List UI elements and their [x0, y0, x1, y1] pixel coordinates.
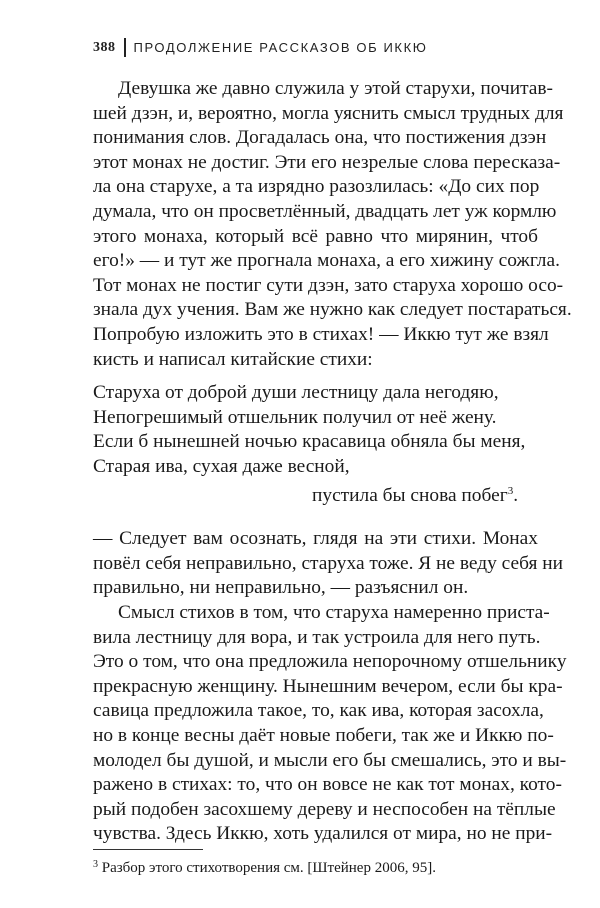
text-line: этот монах не достиг. Эти его незрелые слова пересказа- — [93, 151, 561, 173]
text-line: Смысл стихов в том, что старуха намеренно приста- — [118, 602, 550, 623]
header-separator — [124, 38, 126, 57]
poem-line: Непогрешимый отшельник получил от неё жену. — [93, 406, 497, 428]
paragraph-1 — [93, 77, 572, 372]
text-line: но в конце весны даёт новые побеги, так же и Иккю по- — [93, 724, 554, 746]
poem-line-text: пустила бы снова побег — [312, 485, 508, 507]
text-line: савица предложила такое, то, как ива, которая засохла, — [93, 700, 544, 722]
footnote — [93, 856, 436, 877]
paragraph-2 — [93, 527, 564, 601]
text-line: повёл себя неправильно, старуха тоже. Я не веду себя ни — [93, 552, 564, 574]
footnote-ref[interactable]: 3 — [507, 485, 514, 498]
text-line: — Следует вам осознать, глядя на эти стихи. Монах — [93, 528, 538, 549]
text-line: этого монаха, который всё равно что мирянин, чтоб — [93, 225, 538, 247]
poem-line: Если б нынешней ночью красавица обняла бы меня, — [93, 431, 526, 453]
text-line: прекрасную женщину. Нынешним вечером, если бы кра- — [93, 675, 563, 697]
poem-last-line: пустила бы снова побег$^3$. — [312, 485, 519, 507]
poem-line: Старая ива, сухая даже весной, — [93, 455, 350, 477]
poem-line: Старуха от доброй души лестницу дала негодяю, — [93, 382, 499, 403]
poem-block — [93, 381, 538, 509]
running-title: ПРОДОЛЖЕНИЕ РАССКАЗОВ ОБ ИККЮ — [133, 40, 428, 55]
text-line: его!» — и тут же прогнала монаха, а его хижину сожгла. — [93, 250, 560, 272]
text-line: рый подобен засохшему дереву и неспособен на тёплые — [93, 798, 556, 820]
text-line: чувства. Здесь Иккю, хоть удалился от мира, но не при- — [93, 823, 553, 845]
text-line: вила лестницу для вора, и так устроила для него путь. — [93, 626, 541, 648]
footnote-divider — [93, 849, 203, 850]
text-line: шей дзэн, и, вероятно, могла уяснить смысл трудных для — [93, 102, 564, 124]
text-line: знала дух учения. Вам же нужно как следует постараться. — [93, 299, 572, 321]
text-line: понимания слов. Догадалась она, что постижения дзэн — [93, 127, 547, 149]
footnote-text: Разбор этого стихотворения см. [Штейнер 2006, 95]. — [101, 860, 436, 876]
text-line: Попробую изложить это в стихах! — Иккю тут же взял — [93, 323, 549, 345]
text-line: ражено в стихах: то, что он вовсе не как тот монах, кото- — [93, 774, 562, 796]
text-line: Девушка же давно служила у этой старухи, почитав- — [118, 78, 554, 99]
paragraph-3 — [93, 601, 567, 847]
text-line: правильно, ни неправильно, — разъяснил он. — [93, 577, 469, 599]
running-header — [93, 38, 427, 57]
text-line: Это о том, что она предложила непорочному отшельнику — [93, 651, 567, 673]
page-number: 388 — [93, 39, 116, 55]
footnote-marker: 3 — [93, 859, 98, 870]
text-line: Тот монах не постиг сути дзэн, зато старуха хорошо осо- — [93, 274, 564, 296]
text-line: думала, что он просветлённый, двадцать лет уж кормлю — [93, 200, 557, 222]
text-line: ла она старухе, а та изрядно разозлилась: «До сих пор — [93, 176, 540, 198]
text-line: молодел бы душой, и мысли его бы смешались, это и вы- — [93, 749, 567, 771]
text-line: кисть и написал китайские стихи: — [93, 348, 373, 370]
